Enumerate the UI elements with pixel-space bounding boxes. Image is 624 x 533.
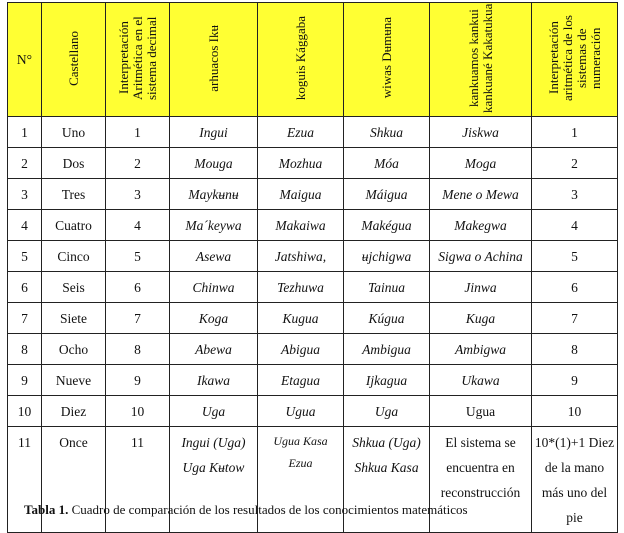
cell-castellano: Uno bbox=[42, 117, 106, 148]
cell-n: 11 bbox=[8, 427, 42, 533]
cell-castellano: Ocho bbox=[42, 334, 106, 365]
header-koguis: koguis Kággaba bbox=[292, 15, 308, 101]
cell-castellano: Dos bbox=[42, 148, 106, 179]
cell-koguis: Kugua bbox=[258, 303, 344, 334]
cell-decimal: 6 bbox=[106, 272, 170, 303]
cell-decimal: 5 bbox=[106, 241, 170, 272]
cell-decimal: 11 bbox=[106, 427, 170, 533]
cell-decimal: 4 bbox=[106, 210, 170, 241]
cell-kankuamos: Mene o Mewa bbox=[430, 179, 532, 210]
cell-interp-num: 7 bbox=[532, 303, 618, 334]
header-cell-interp-num bbox=[532, 3, 618, 117]
cell-n: 4 bbox=[8, 210, 42, 241]
cell-interp-num: 1 bbox=[532, 117, 618, 148]
cell-koguis: Tezhuwa bbox=[258, 272, 344, 303]
cell-koguis: Maigua bbox=[258, 179, 344, 210]
cell-kankuamos: Ukawa bbox=[430, 365, 532, 396]
cell-arhuacos: Ingui (Uga) Uga Kʉtow bbox=[170, 427, 258, 533]
cell-koguis: Jatshiwa, bbox=[258, 241, 344, 272]
numeration-table bbox=[7, 2, 618, 533]
header-n: N° bbox=[16, 51, 33, 67]
cell-kankuamos: Kuga bbox=[430, 303, 532, 334]
cell-n: 8 bbox=[8, 334, 42, 365]
cell-koguis: Mozhua bbox=[258, 148, 344, 179]
caption-label: Tabla 1. bbox=[24, 502, 69, 517]
header-cell-kankuamos bbox=[430, 3, 532, 117]
table-row bbox=[8, 365, 618, 396]
cell-decimal: 10 bbox=[106, 396, 170, 427]
header-cell-interpretacion bbox=[106, 3, 170, 117]
cell-interp-num: 8 bbox=[532, 334, 618, 365]
cell-castellano: Siete bbox=[42, 303, 106, 334]
table-row bbox=[8, 210, 618, 241]
cell-interp-num: 2 bbox=[532, 148, 618, 179]
cell-n: 9 bbox=[8, 365, 42, 396]
cell-wiwas: Ambigua bbox=[344, 334, 430, 365]
header-cell-castellano bbox=[42, 3, 106, 117]
cell-interp-num: 9 bbox=[532, 365, 618, 396]
cell-kankuamos: Sigwa o Achina bbox=[430, 241, 532, 272]
cell-kankuamos: Ugua bbox=[430, 396, 532, 427]
cell-decimal: 9 bbox=[106, 365, 170, 396]
table-row bbox=[8, 148, 618, 179]
cell-interp-num: 6 bbox=[532, 272, 618, 303]
cell-n: 5 bbox=[8, 241, 42, 272]
header-cell-arhuacos bbox=[170, 3, 258, 117]
header-cell-n bbox=[8, 3, 42, 117]
cell-kankuamos: Jiskwa bbox=[430, 117, 532, 148]
cell-wiwas: Kúgua bbox=[344, 303, 430, 334]
cell-arhuacos: Mouga bbox=[170, 148, 258, 179]
cell-decimal: 7 bbox=[106, 303, 170, 334]
table-caption bbox=[24, 502, 468, 518]
cell-decimal: 3 bbox=[106, 179, 170, 210]
cell-castellano: Once bbox=[42, 427, 106, 533]
table-row bbox=[8, 241, 618, 272]
cell-decimal: 2 bbox=[106, 148, 170, 179]
cell-wiwas: Uga bbox=[344, 396, 430, 427]
cell-wiwas: Tainua bbox=[344, 272, 430, 303]
cell-kankuamos: Ambigwa bbox=[430, 334, 532, 365]
cell-wiwas: Shkua bbox=[344, 117, 430, 148]
table-row bbox=[8, 179, 618, 210]
cell-kankuamos: El sistema se encuentra en reconstrucción bbox=[430, 427, 532, 533]
cell-n: 2 bbox=[8, 148, 42, 179]
cell-decimal: 8 bbox=[106, 334, 170, 365]
table-row bbox=[8, 117, 618, 148]
cell-arhuacos: Ikawa bbox=[170, 365, 258, 396]
cell-arhuacos: Maykʉnʉ bbox=[170, 179, 258, 210]
header-row bbox=[8, 3, 618, 117]
cell-kankuamos: Moga bbox=[430, 148, 532, 179]
cell-interp-num: 10*(1)+1 Diez de la mano más uno del pie bbox=[532, 427, 618, 533]
header-arhuacos: arhuacos Ikʉ bbox=[205, 24, 221, 92]
cell-arhuacos: Asewa bbox=[170, 241, 258, 272]
cell-wiwas: Ijkagua bbox=[344, 365, 430, 396]
cell-castellano: Tres bbox=[42, 179, 106, 210]
cell-n: 6 bbox=[8, 272, 42, 303]
cell-wiwas: Makégua bbox=[344, 210, 430, 241]
cell-arhuacos: Chinwa bbox=[170, 272, 258, 303]
cell-arhuacos: Koga bbox=[170, 303, 258, 334]
cell-interp-num: 4 bbox=[532, 210, 618, 241]
cell-interp-num: 3 bbox=[532, 179, 618, 210]
cell-koguis: Abigua bbox=[258, 334, 344, 365]
cell-arhuacos: Ingui bbox=[170, 117, 258, 148]
cell-arhuacos: Ma´keywa bbox=[170, 210, 258, 241]
cell-decimal: 1 bbox=[106, 117, 170, 148]
cell-n: 10 bbox=[8, 396, 42, 427]
header-cell-wiwas bbox=[344, 3, 430, 117]
cell-wiwas: Móa bbox=[344, 148, 430, 179]
cell-castellano: Cuatro bbox=[42, 210, 106, 241]
cell-castellano: Seis bbox=[42, 272, 106, 303]
cell-koguis: Ugua Kasa Ezua bbox=[258, 427, 344, 533]
header-interp-num: Interpretación aritmética de los sistemas de numeración bbox=[545, 15, 603, 101]
caption-text: Cuadro de comparación de los resultados de los conocimientos matemáticos bbox=[68, 502, 468, 517]
cell-n: 3 bbox=[8, 179, 42, 210]
cell-castellano: Cinco bbox=[42, 241, 106, 272]
header-cell-koguis bbox=[258, 3, 344, 117]
table-row bbox=[8, 334, 618, 365]
cell-castellano: Nueve bbox=[42, 365, 106, 396]
cell-koguis: Etagua bbox=[258, 365, 344, 396]
cell-koguis: Makaiwa bbox=[258, 210, 344, 241]
cell-koguis: Ugua bbox=[258, 396, 344, 427]
header-kankuamos: kankuamos kankui kankuané Kakatukua bbox=[465, 3, 495, 113]
cell-interp-num: 10 bbox=[532, 396, 618, 427]
header-interpretacion: Interpretación Aritmética en el sistema decimal bbox=[115, 16, 159, 100]
cell-kankuamos: Jinwa bbox=[430, 272, 532, 303]
cell-n: 1 bbox=[8, 117, 42, 148]
cell-arhuacos: Uga bbox=[170, 396, 258, 427]
cell-kankuamos: Makegwa bbox=[430, 210, 532, 241]
table-row bbox=[8, 272, 618, 303]
table-row bbox=[8, 396, 618, 427]
cell-arhuacos: Abewa bbox=[170, 334, 258, 365]
header-castellano: Castellano bbox=[65, 30, 81, 86]
cell-castellano: Diez bbox=[42, 396, 106, 427]
cell-koguis: Ezua bbox=[258, 117, 344, 148]
cell-n: 7 bbox=[8, 303, 42, 334]
cell-interp-num: 5 bbox=[532, 241, 618, 272]
cell-wiwas: Máigua bbox=[344, 179, 430, 210]
cell-wiwas: Shkua (Uga) Shkua Kasa bbox=[344, 427, 430, 533]
table-row bbox=[8, 303, 618, 334]
header-wiwas: wiwas Dʉmʉna bbox=[378, 17, 394, 99]
cell-wiwas: ʉjchigwa bbox=[344, 241, 430, 272]
